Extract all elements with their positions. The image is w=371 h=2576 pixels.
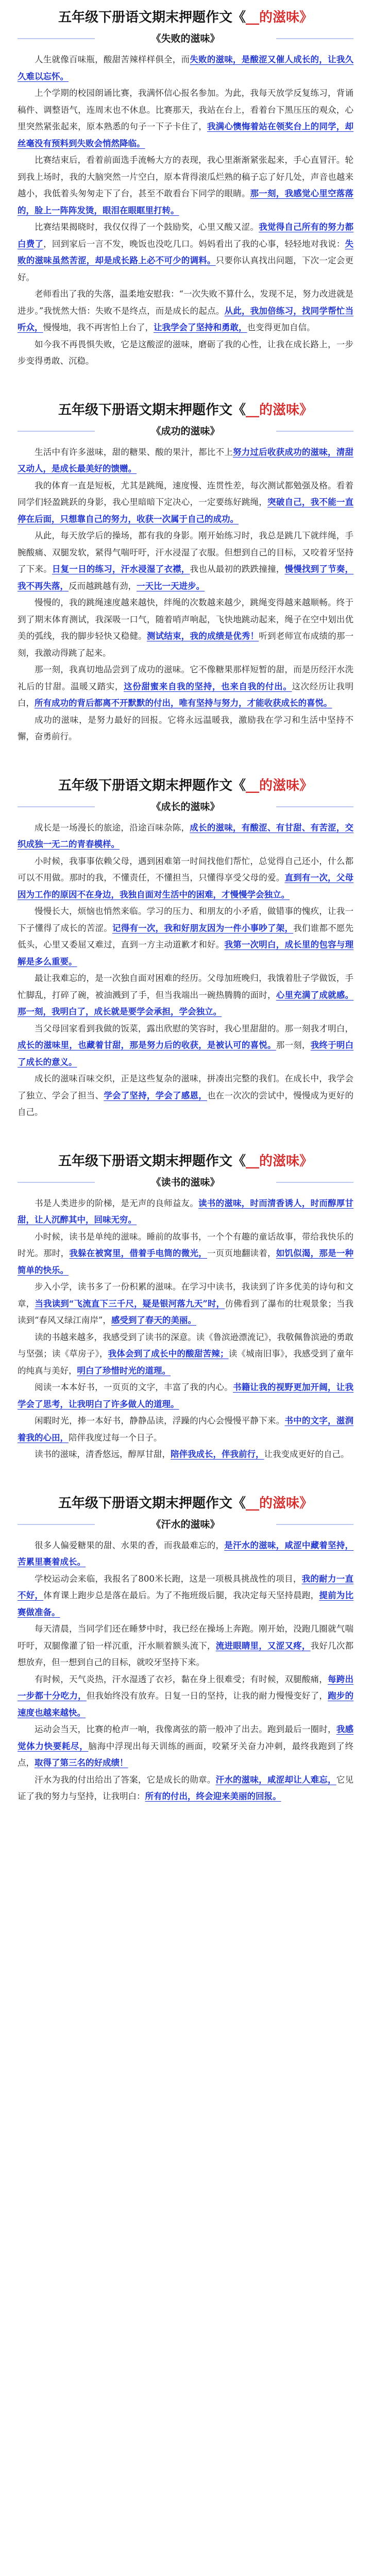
highlighted-sentence: 汗水的滋味，咸涩却让人难忘， — [215, 1774, 336, 1785]
highlighted-sentence: 流进眼睛里，又涩又疼， — [215, 1640, 311, 1651]
highlighted-sentence: 明白了珍惜时光的道理。 — [77, 1365, 171, 1376]
essay-title — [18, 1151, 353, 1172]
essay-title-prefix: 五年级下册语文期末押题作文《 — [58, 10, 246, 25]
paragraph-text: 每天清晨，当同学们还在睡梦中时，我已经在操场上奔跑。刚开始，没跑几圈就气喘吁吁，双腿像灌了铅一样沉重，汗水顺着额头流下， — [18, 1624, 353, 1651]
paragraph-text: 听到老师宣布成绩的那一刻，我激动得跳了起来。 — [18, 631, 354, 658]
paragraph-text: 上个学期的校园朗诵比赛，我满怀信心报名参加。为此，我每天放学反复练习，背诵稿件、调整语气，连周末也不休息。比赛那天，我站在台上，看着台下黑压压的观众，心里突然紧张起来，原本熟悉的句子一下子卡住了， — [18, 88, 353, 131]
essay-title-prefix: 五年级下册语文期末押题作文《 — [58, 1153, 246, 1169]
paragraph-text: 那一刻，我真切地品尝到了成功的滋味。它不像糖果那样短暂的甜，而是历经汗水洗礼后的甘甜。温暖又踏实， — [18, 665, 353, 691]
paragraph-text: 仿佛看到了瀑布的壮观景象；当我读到“春风又绿江南岸”， — [18, 1298, 354, 1325]
essay-title-prefix: 五年级下册语文期末押题作文《 — [58, 402, 246, 418]
paragraph-text: 慢慢长大，烦恼也悄然来临。学习的压力、和朋友的小矛盾，做错事的愧疚，让我一下子懂得了成长的苦涩。 — [18, 906, 353, 933]
essay-paragraph — [18, 1229, 353, 1279]
essay-title-suffix: 》 — [299, 1495, 313, 1511]
paragraph-text: ，回到家后一言不发，晚饭也没吃几口。妈妈看出了我的心事，轻轻地对我说： — [43, 239, 345, 249]
paragraph-text: 读的书越来越多，我感受到了读书的深意。读《鲁滨逊漂流记》，我敬佩鲁滨逊的勇敢与坚强；读《草房子》， — [18, 1332, 353, 1359]
highlighted-sentence: 如饥似渴，那是一种简单的快乐。 — [18, 1248, 354, 1275]
essay-paragraph — [18, 1071, 353, 1121]
essay-section — [18, 400, 353, 745]
paragraph-text: 当父母回家看到我做的饭菜，露出欣慰的笑容时，我心里甜甜的。那一刻我才明白， — [35, 1023, 353, 1033]
paragraph-text: 成功的滋味，是努力最好的回报。它将永远温暖我，激励我在学习和生活中坚持不懈，奋勇前行。 — [18, 715, 353, 741]
paragraph-text: 也变得更加自信。 — [247, 323, 315, 332]
highlighted-sentence: 我第一次明白，成长里的包容与理解是多么重要。 — [18, 940, 354, 967]
essay-subtitle: 《汗水的滋味》 — [18, 1517, 353, 1532]
essay-title-accent: __的滋味 — [245, 1495, 299, 1511]
highlighted-sentence: 取得了第三名的好成绩！ — [35, 1758, 128, 1768]
paragraph-text: 脑海中浮现出每天训练的画面，咬紧牙关奋力冲刺，最终我跑到了终点， — [18, 1741, 354, 1768]
highlighted-sentence: 成长就是要学会承担，学会独立。 — [94, 1007, 222, 1016]
highlighted-sentence: 这份甜蜜来自我的坚持，也来自我的付出。 — [124, 681, 292, 691]
essay-paragraph — [18, 1329, 353, 1380]
essay-paragraph — [18, 1446, 353, 1463]
highlighted-sentence: 书籍让我的视野更加开阔，让我学会了思考， — [18, 1382, 354, 1409]
highlighted-sentence: 读书的滋味，时而清香诱人，时而醇厚甘甜， — [18, 1198, 354, 1225]
highlighted-sentence: 我满心懊悔着站在领奖台上的同学，却丝毫没有预料到失败会悄然降临。 — [18, 122, 354, 148]
highlighted-sentence: 日复一日的练习，汗水浸湿了衣襟， — [52, 564, 190, 574]
paragraph-text: 如今我不再畏惧失败，它是这酸涩的滋味，磨砺了我的心性，让我在成长路上，一步步变得勇敢、沉稳。 — [18, 339, 353, 366]
highlighted-sentence: 一天比一天进步。 — [137, 581, 205, 591]
paragraph-text: 步入小学，读书多了一份积累的滋味。在学习中读书，我读到了许多优美的诗句和文章， — [18, 1282, 353, 1309]
highlighted-sentence: 提前为比赛做准备。 — [18, 1590, 354, 1617]
essay-title-suffix: 》 — [299, 1153, 313, 1169]
paragraph-text: 慢慢地，我不再害怕上台了， — [43, 323, 154, 332]
essay-paragraph — [18, 219, 353, 286]
paragraph-text: 老师看出了我的失落，温柔地安慰我：“一次失败不算什么，发现不足，努力改进就是进步。”我恍然大悟：失败不是终点，而是成长的起点。 — [18, 289, 353, 316]
paragraph-text: 也在一次次的尝试中，慢慢成为更好的自己。 — [18, 1090, 354, 1117]
highlighted-sentence: 记得有一次，我和好朋友因为一件小事吵了架， — [112, 923, 294, 933]
essay-paragraph — [18, 712, 353, 745]
paragraph-text: 小时候，我事事依赖父母，遇到困难第一时间找他们帮忙，总觉得自己还小，什么都可以不用做。那时的我，不懂责任，不懂担当，只懂得享受父母的爱。 — [18, 856, 353, 883]
paragraph-text: 比赛结束后，看着前面选手流畅大方的表现，我心里渐渐紧张起来，手心直冒汗。轮到我上场时，我的大脑突然一片空白，原本背得滚瓜烂熟的稿子忘了好几处，声音也越来越小，我低着头匆匆走下了台，甚至不敢看台下同学的眼睛。 — [18, 155, 353, 198]
essay-title — [18, 400, 353, 420]
essay-title-accent: __的滋味 — [245, 1153, 299, 1169]
paragraph-text: 阅读一本本好书，一页页的文字，丰富了我的内心。 — [35, 1382, 233, 1392]
highlighted-sentence: 所有成功的背后都离不开默默的付出， — [35, 698, 179, 708]
essay-title-accent: __的滋味 — [245, 777, 299, 793]
paragraph-text: 运动会当天，比赛的枪声一响，我像离弦的箭一般冲了出去。跑到最后一圈时， — [35, 1724, 336, 1734]
paragraph-text: 人生就像百味瓶，酸甜苦辣样样俱全，而 — [35, 55, 190, 64]
highlighted-sentence: 我感觉体力快要耗尽， — [18, 1724, 354, 1751]
essay-paragraph — [18, 1195, 353, 1229]
highlighted-sentence: 让我学会了坚持和勇敢， — [154, 323, 247, 332]
highlighted-sentence: 陪伴我成长，伴我前行， — [171, 1449, 264, 1459]
paragraph-text: 从此，每天放学后的操场，都有我的身影。刚开始练习时，我总是跳几下就绊绳，手腕酸痛、双腿发软，紧得气喘吁吁，汗水浸湿了衣服。但想到自己的目标，又咬着牙坚持了下来。 — [18, 531, 353, 574]
paragraph-text: 比赛结果揭晓时，我仅仅得了一个鼓励奖，心里又酸又涩。 — [35, 222, 259, 232]
essay-paragraph — [18, 286, 353, 336]
paragraph-text: 读《城南旧事》，我感受到了童年的纯真与美好， — [18, 1349, 354, 1376]
essay-section — [18, 7, 353, 370]
highlighted-sentence: 我的耐力一直不好， — [18, 1573, 354, 1600]
essay-paragraph — [18, 820, 353, 853]
essay-title-suffix: 》 — [299, 402, 313, 418]
highlighted-sentence: 书中的文字，滋润着我的心田， — [18, 1416, 354, 1443]
paragraph-text: 一页页地翻读着， — [207, 1248, 276, 1258]
highlighted-sentence: 让人沉醉其中，回味无穷。 — [35, 1215, 137, 1225]
paragraph-text: 只要你认真找出问题，下次一定会更好。 — [18, 256, 354, 282]
highlighted-sentence: 从此，我加倍练习，找同学帮忙当听众， — [18, 306, 353, 332]
essay-paragraph — [18, 336, 353, 370]
essay-title-prefix: 五年级下册语文期末押题作文《 — [58, 777, 246, 793]
essay-title — [18, 7, 353, 28]
paragraph-text: 我们谁都不愿先低头，心里又委屈又难过，直到一方主动道歉才和好。 — [18, 923, 354, 950]
essay-title-accent: __的滋味 — [245, 402, 299, 418]
paragraph-text: 成长是一场漫长的旅途，沿途百味杂陈， — [35, 822, 190, 833]
paragraph-text: 生活中有许多滋味，甜的糖果、酸的果汁，都比不上 — [35, 447, 233, 457]
essay-section — [18, 1151, 353, 1463]
essay-subtitle: 《成长的滋味》 — [18, 799, 353, 815]
essay-subtitle: 《读书的滋味》 — [18, 1175, 353, 1190]
paragraph-text: 陪伴我度过每一个日子。 — [69, 1432, 162, 1443]
highlighted-sentence: 心里充满了成就感。那一刻，我明白了， — [18, 990, 354, 1016]
paragraph-text: 有时候，天气炎热，汗水湿透了衣衫，黏在身上很难受；有时候，双腿酸痛， — [35, 1674, 328, 1684]
paragraph-text: 小时候，读书是单纯的滋味。睡前的故事书，一个个有趣的童话故事，带给我快乐的时光。那时， — [18, 1231, 353, 1258]
essay-paragraph — [18, 1021, 353, 1071]
essay-section — [18, 775, 353, 1121]
essay-title-suffix: 》 — [299, 777, 313, 793]
essay-title-accent: __的滋味 — [245, 10, 299, 25]
paragraph-text: 让我变成更好的自己。 — [264, 1449, 349, 1459]
highlighted-sentence: 是汗水的滋味，咸涩中藏着坚持，苦累里裹着成长。 — [18, 1540, 354, 1567]
essay-collection — [18, 7, 353, 1805]
paragraph-text: 很多人偏爱糖果的甜、水果的香，而我最难忘的， — [35, 1540, 225, 1550]
highlighted-sentence: 失败的滋味，是酸涩又催人成长的，让我久久难以忘怀。 — [18, 55, 354, 81]
essay-paragraph — [18, 1537, 353, 1571]
paragraph-text: 最让我难忘的，是一次独自面对困难的经历。父母加班晚归，我饿着肚子学做饭，手忙脚乱，打碎了碗，被油溅到了手，但当我端出一碗热腾腾的面时， — [18, 973, 353, 1000]
essay-paragraph — [18, 85, 353, 152]
highlighted-sentence: 每跨出一步都十分吃力， — [18, 1674, 354, 1701]
highlighted-sentence: 我躲在被窝里，借着手电筒的微光， — [69, 1248, 207, 1258]
highlighted-sentence: 所有的付出，终会迎来美丽的回报。 — [145, 1791, 281, 1801]
essay-paragraph — [18, 1621, 353, 1671]
essay-section — [18, 1493, 353, 1805]
essay-paragraph — [18, 1413, 353, 1446]
highlighted-sentence: 唯有坚持与努力，才能收获成长的喜悦。 — [179, 698, 332, 708]
paragraph-text: 我也从最初的跌跌撞撞， — [190, 564, 285, 574]
paragraph-text: 我好几次都想放弃，但一想到自己的目标，就咬牙坚持下来。 — [18, 1640, 354, 1667]
highlighted-sentence: 我终于明白了成长的意义。 — [18, 1040, 354, 1067]
essay-paragraph — [18, 1671, 353, 1722]
paragraph-text: 成长的滋味百味交织，正是这些复杂的滋味，拼凑出完整的我们。在成长中，我学会了独立、学会了担当、 — [18, 1074, 353, 1100]
paragraph-text: 汗水为我的付出给出了答案，它是成长的勋章。 — [35, 1774, 216, 1785]
essay-paragraph — [18, 1571, 353, 1621]
highlighted-sentence: 我觉得自己所有的努力都白费了 — [18, 222, 354, 249]
essay-paragraph — [18, 903, 353, 970]
essay-paragraph — [18, 1379, 353, 1413]
essay-title — [18, 775, 353, 796]
paragraph-text: 那一刻， — [276, 1040, 311, 1050]
paragraph-text: 它见证了我的努力与坚持，让我明白： — [18, 1774, 354, 1801]
highlighted-sentence: 努力过后收获成功的滋味，清甜又动人，是成长最美好的馈赠。 — [18, 447, 354, 473]
paragraph-text: 书是人类进步的阶梯，是无声的良师益友。 — [35, 1198, 198, 1208]
highlighted-sentence: 跑步的速度也越来越快。 — [18, 1691, 354, 1718]
essay-paragraph — [18, 662, 353, 712]
essay-subtitle: 《成功的滋味》 — [18, 423, 353, 439]
highlighted-sentence: 那一刻，我感觉心里空落落的，脸上一阵阵发烫， — [18, 189, 354, 215]
essay-paragraph — [18, 595, 353, 662]
highlighted-sentence: 测试结束，我的成绩是优秀！ — [146, 631, 259, 641]
paragraph-text: 慢慢的，我的跳绳速度越来越快，绊绳的次数越来越少，跳绳变得越来越顺畅。终于到了期末体育测试，我深吸一口气，随着哨声响起，飞快地跳动起来，绳子在空中划出优美的弧线，我的脚步轻快又稳健。 — [18, 598, 353, 641]
paragraph-text: 读书的滋味，清香悠远，醇厚甘甜， — [35, 1449, 171, 1459]
paragraph-text: 体育课上跑步总是落在最后。为了不拖班级后腿，我决定每天坚持晨跑， — [43, 1590, 319, 1600]
highlighted-sentence: 成长的滋味，有酸涩、有甘甜、有苦涩，交织成独一无二的青春模样。 — [18, 822, 354, 849]
essay-title — [18, 1493, 353, 1514]
paragraph-text: 这次经历让我明白， — [18, 681, 354, 708]
essay-paragraph — [18, 1772, 353, 1805]
paragraph-text: 学校运动会来临，我报名了800米长跑，这是一项极具挑战性的项目， — [35, 1573, 302, 1584]
essay-paragraph — [18, 152, 353, 219]
highlighted-sentence: 当我读到“飞流直下三千尺，疑是银河落九天”时， — [35, 1298, 225, 1309]
paragraph-text: 我的体育一直是短板，尤其是跳绳，速度慢、连贯性差，每次测试都勉强及格。看着同学们轻盈跳跃的身影，我心里暗暗下定决心，一定要练好跳绳， — [18, 480, 353, 507]
highlighted-sentence: 我独自面对生活中的困难，才慢慢学会独立。 — [120, 889, 290, 900]
essay-paragraph — [18, 52, 353, 85]
essay-paragraph — [18, 970, 353, 1021]
highlighted-sentence: 眼泪在眼眶里打转。 — [103, 205, 179, 215]
essay-title-suffix: 》 — [299, 10, 313, 25]
paragraph-text: 但我始终没有放弃。日复一日的坚持，让我的耐力慢慢变好了， — [86, 1691, 328, 1701]
highlighted-sentence: 感受到了春天的美丽。 — [111, 1315, 196, 1325]
highlighted-sentence: 慢慢找到了节奏，我不再失落， — [18, 564, 354, 591]
essay-paragraph — [18, 444, 353, 478]
essay-paragraph — [18, 528, 353, 595]
essay-paragraph — [18, 1279, 353, 1329]
essay-subtitle: 《失败的滋味》 — [18, 31, 353, 46]
essay-paragraph — [18, 853, 353, 904]
paragraph-text: 闲暇时光，捧一本好书，静静品读，浮躁的内心会慢慢平静下来。 — [35, 1416, 285, 1426]
highlighted-sentence: 我体会到了成长中的酸甜苦辣； — [108, 1349, 229, 1359]
highlighted-sentence: 成长的滋味里，也藏着甘甜， — [18, 1040, 130, 1050]
highlighted-sentence: 突破自己，我不能一直停在后面，只想靠自己的努力，收获一次属于自己的成功。 — [18, 497, 354, 524]
highlighted-sentence: 直到有一次，父母因为工作的原因不在身边， — [18, 873, 354, 900]
highlighted-sentence: 失败的滋味虽然苦涩，却是成长路上必不可少的调料。 — [18, 239, 354, 265]
essay-paragraph — [18, 1721, 353, 1772]
highlighted-sentence: 学会了坚持，学会了感恩， — [104, 1090, 207, 1100]
highlighted-sentence: 那是努力后的收获，是被认可的喜悦。 — [129, 1040, 276, 1050]
essay-title-prefix: 五年级下册语文期末押题作文《 — [58, 1495, 246, 1511]
highlighted-sentence: 让我明白了许多做人的道理。 — [69, 1399, 179, 1409]
paragraph-text: 反而越跳越有劲， — [69, 581, 137, 591]
essay-paragraph — [18, 478, 353, 528]
